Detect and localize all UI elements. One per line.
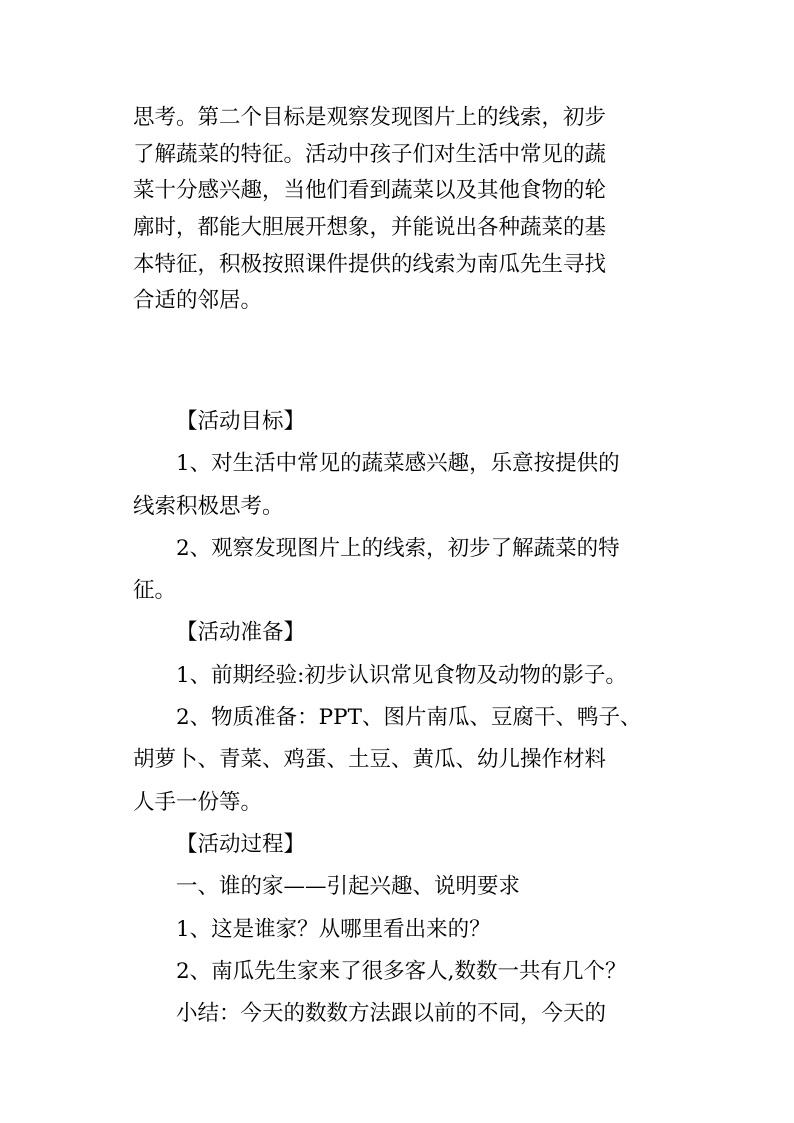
prep-heading: 【活动准备】 — [176, 620, 306, 646]
intro-line: 菜十分感兴趣，当他们看到蔬菜以及其他食物的轮 — [133, 178, 607, 204]
intro-line: 廓时，都能大胆展开想象，并能说出各种蔬菜的基 — [133, 215, 607, 241]
intro-line: 本特征，积极按照课件提供的线索为南瓜先生寻找 — [133, 251, 607, 277]
goals-heading: 【活动目标】 — [176, 409, 306, 434]
intro-line: 了解蔬菜的特征。活动中孩子们对生活中常见的蔬 — [133, 141, 607, 167]
goal-item-2: 2、观察发现图片上的线索，初步了解蔬菜的特 征。 — [133, 535, 620, 604]
process-question-1: 1、这是谁家？从哪里看出来的？ — [176, 916, 491, 942]
goal-item-1: 1、对生活中常见的蔬菜感兴趣，乐意按提供的 线索积极思考。 — [133, 451, 620, 519]
lesson-body — [133, 401, 673, 1035]
intro-line: 合适的邻居。 — [133, 288, 263, 314]
intro-paragraph — [133, 100, 673, 320]
process-section-1: 一、谁的家——引起兴趣、说明要求 — [176, 874, 521, 900]
intro-line: 思考。第二个目标是观察发现图片上的线索，初步 — [133, 105, 607, 130]
process-summary: 小结：今天的数数方法跟以前的不同，今天的 — [176, 1001, 607, 1027]
prep-item-2: 2、物质准备：PPT、图片南瓜、豆腐干、鸭子、 胡萝卜、青菜、鸡蛋、土豆、黄瓜、幼儿操作材料 人手一份等。 — [133, 705, 642, 815]
process-question-2: 2、南瓜先生家来了很多客人,数数一共有几个？ — [176, 958, 627, 984]
prep-item-1: 1、前期经验:初步认识常见食物及动物的影子。 — [176, 662, 627, 688]
process-heading: 【活动过程】 — [176, 831, 306, 857]
